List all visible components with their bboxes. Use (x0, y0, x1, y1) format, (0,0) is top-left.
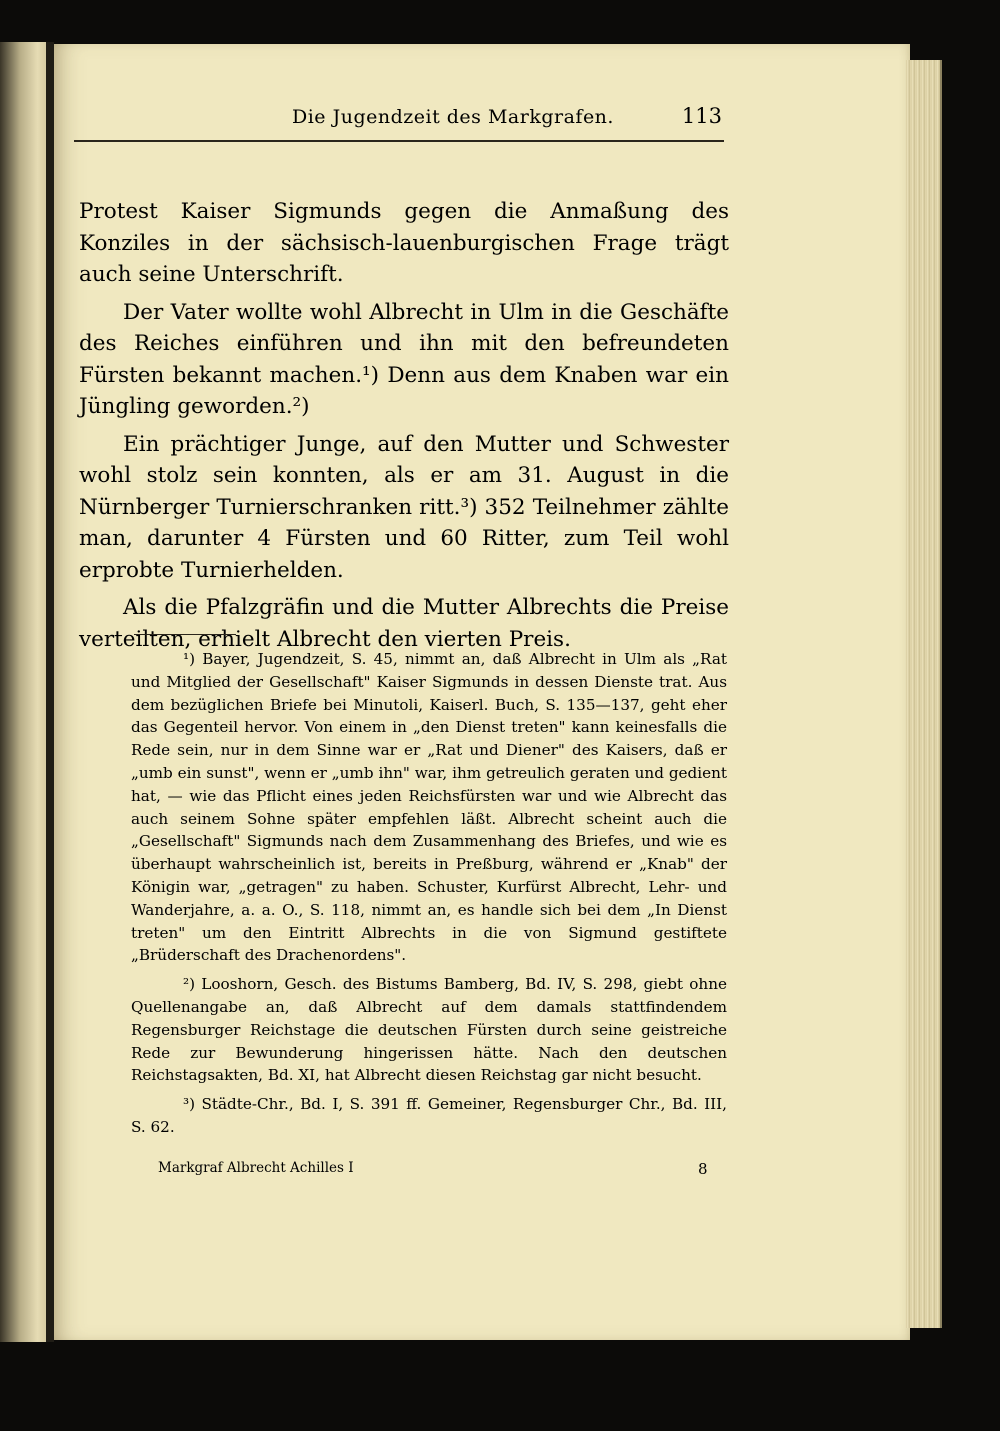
footnote: ¹) Bayer, Jugendzeit, S. 45, nimmt an, daß Albrecht in Ulm als „Rat und Mitglied der Gesellschaft" Kaiser Sigmunds in dessen Dienste trat. Aus dem bezüglichen Briefe bei Minutoli, Kaiserl. Buch, S. 135—137, geht eher das Gegenteil hervor. Von einem in „den Dienst treten" kann keinesfalls die Rede sein, nur in dem Sinne war er „Rat und Diener" des Kaisers, daß er „umb ein sunst", wenn er „umb ihn" war, ihm getreulich geraten und gedient hat, — wie das Pflicht eines jeden Reichsfürsten war und wie Albrecht das auch seinem Sohne später empfehlen läßt. Albrecht scheint auch die „Gesellschaft" Sigmunds nach dem Zusammenhang des Briefes, und wie es überhaupt wahrscheinlich ist, bereits in Preßburg, während er „Knab" der Königin war, „getragen" zu haben. Schuster, Kurfürst Albrecht, Lehr- und Wanderjahre, a. a. O., S. 118, nimmt an, es handle sich bei dem „In Dienst treten" um den Eintritt Albrechts in die von Sigmund gestiftete „Brüderschaft des Drachenordens". (131, 650, 727, 965)
page-stack-edge (906, 60, 942, 1328)
footnote: ³) Städte-Chr., Bd. I, S. 391 ff. Gemeiner, Regensburger Chr., Bd. III, S. 62. (131, 1095, 727, 1136)
signature-text: Markgraf Albrecht Achilles I (158, 1160, 354, 1176)
running-header (74, 100, 724, 142)
body-paragraph: Der Vater wollte wohl Albrecht in Ulm in die Geschäfte des Reiches einführen und ihn mit den befreundeten Fürsten bekannt machen.¹) Denn aus dem Knaben war ein Jüngling geworden.²) (79, 299, 729, 419)
page-number: 113 (681, 104, 722, 128)
body-paragraph: Als die Pfalzgräfin und die Mutter Albrechts die Preise verteilten, erhielt Albrecht den vierten Preis. (79, 595, 729, 652)
signature-mark: 8 (698, 1160, 708, 1178)
footnote-rule (134, 634, 236, 635)
signature-line (158, 1160, 718, 1176)
body-paragraph: Protest Kaiser Sigmunds gegen die Anmaßung des Konziles in der sächsisch-lauenburgischen Frage trägt auch seine Unterschrift. (79, 199, 729, 287)
book-gutter (46, 42, 54, 1342)
main-text (79, 196, 729, 655)
running-title: Die Jugendzeit des Markgrafen. (292, 106, 614, 128)
body-paragraph: Ein prächtiger Junge, auf den Mutter und Schwester wohl stolz sein konnten, als er am 31. August in die Nürnberger Turnierschranken ritt.³) 352 Teilnehmer zählte man, darunter 4 Fürsten und 60 Ritter, zum Teil wohl erprobte Turnierhelden. (79, 431, 729, 583)
footnote: ²) Looshorn, Gesch. des Bistums Bamberg, Bd. IV, S. 298, giebt ohne Quellenangabe an, daß Albrecht auf dem damals stattfindendem Regensburger Reichstage die deutschen Fürsten durch seine geistreiche Rede zur Bewunderung hingerissen hätte. Nach den deutschen Reichstagsakten, Bd. XI, hat Albrecht diesen Reichstag gar nicht besucht. (131, 975, 727, 1085)
footnotes (131, 648, 727, 1139)
left-page-edge (0, 42, 50, 1342)
